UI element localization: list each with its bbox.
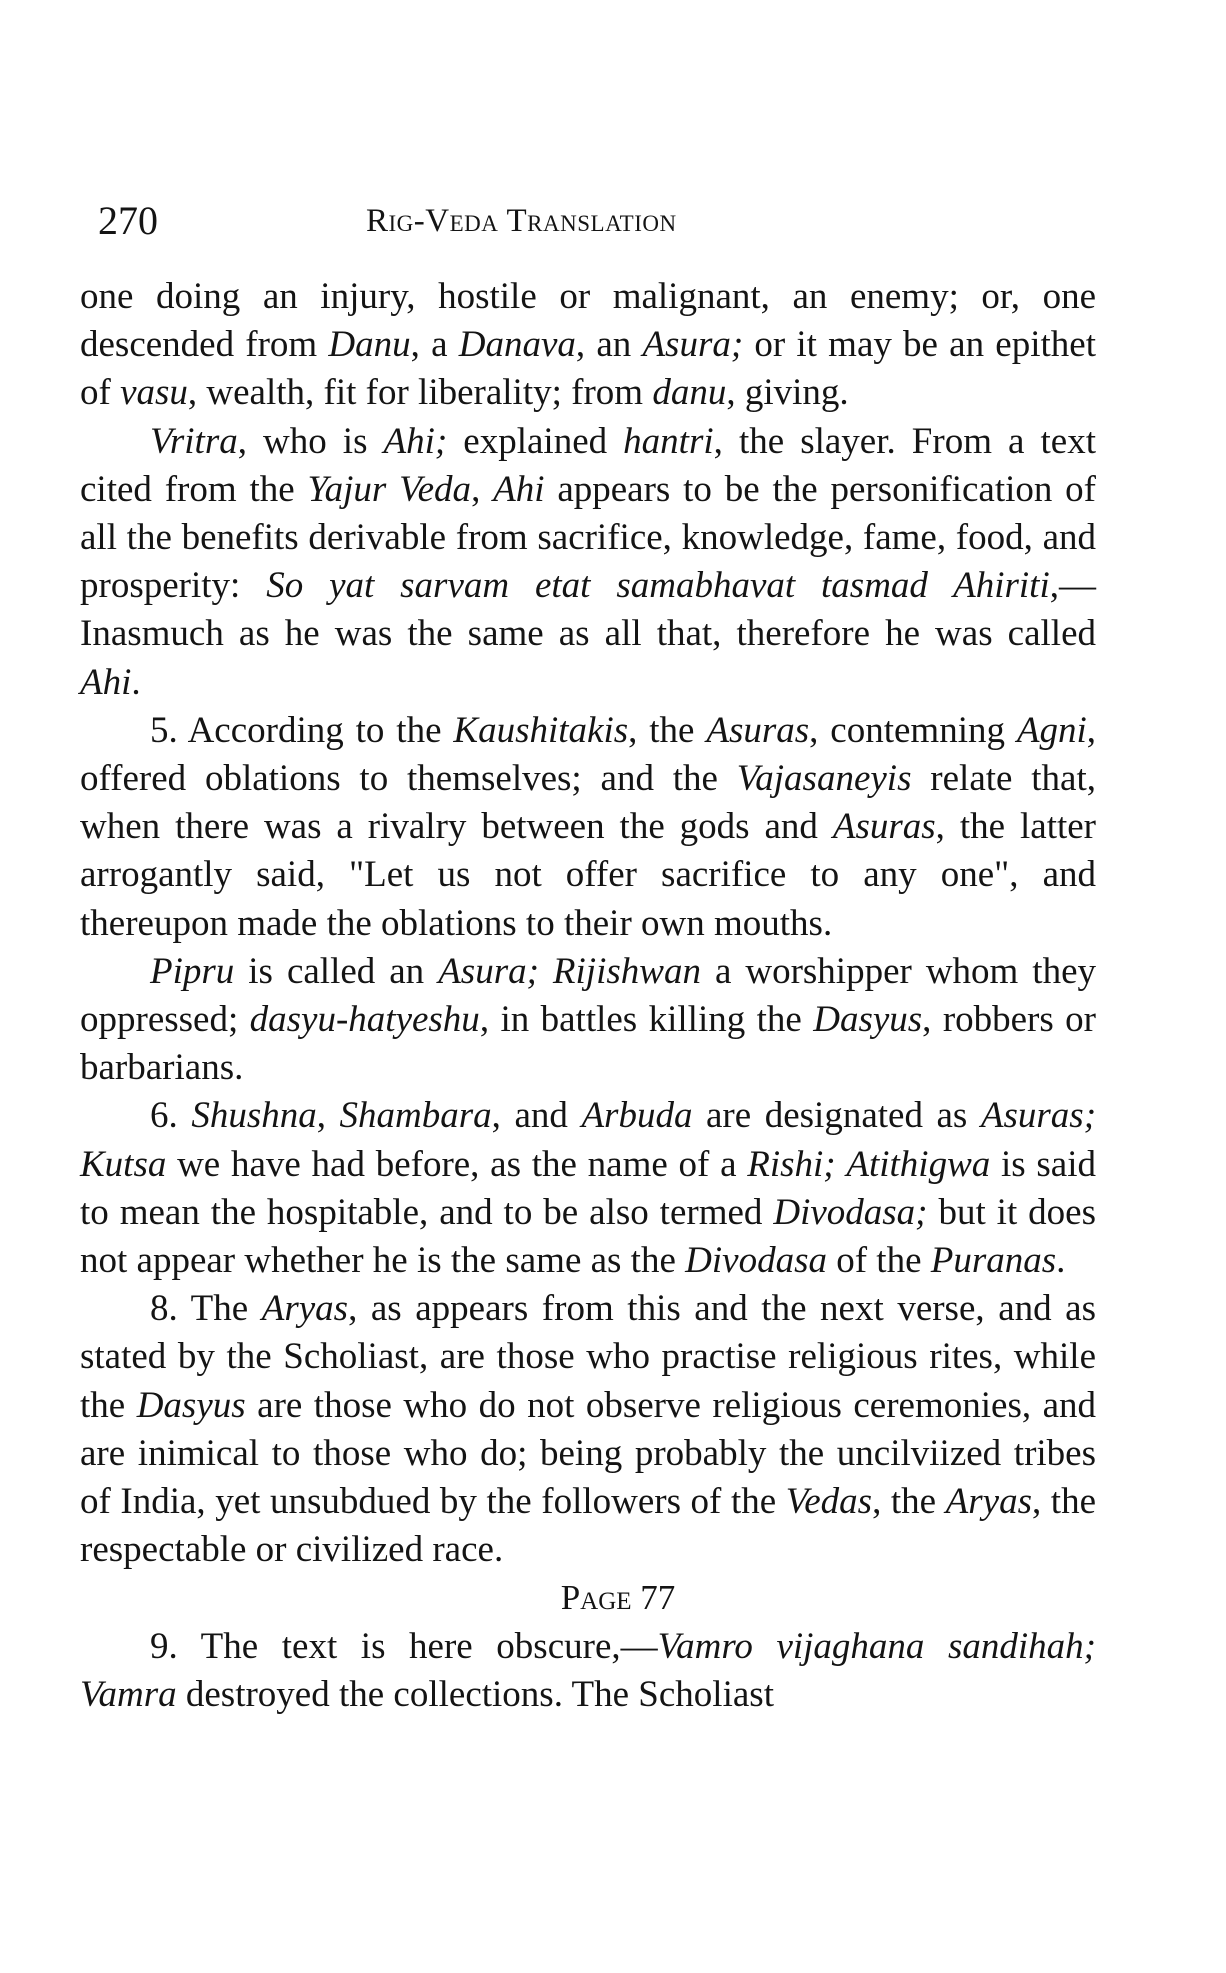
text-segment: , the latter arrogantly said, "Let us not offer sacrifice to any one", and thereupon made the oblations to their own mouths.: [80, 806, 1096, 944]
text-segment: .: [131, 661, 141, 703]
italic-term: Puranas: [930, 1240, 1057, 1282]
italic-term: Asura;: [438, 950, 539, 992]
italic-term: Dasyus: [813, 999, 923, 1041]
text-segment: , the: [872, 1481, 946, 1523]
italic-term: danu: [652, 372, 727, 414]
text-segment: 5. According to the: [150, 709, 454, 751]
text-segment: , as appears from this and the next verse, and as stated by the Scholiast, are those who practise religious rites, while the: [80, 1288, 1096, 1426]
text-segment: we have had before, as the name of a: [166, 1143, 748, 1185]
text-segment: , an: [575, 324, 643, 366]
italic-term: Divodasa: [685, 1240, 827, 1282]
italic-term: Aryas: [945, 1481, 1032, 1523]
text-segment: 8. The: [150, 1288, 262, 1330]
italic-term: Asuras;: [980, 1095, 1097, 1137]
paragraph: [80, 948, 1096, 1093]
body-text: [80, 273, 1096, 1719]
text-segment: explained: [447, 420, 624, 462]
text-segment: , giving.: [726, 372, 849, 414]
paragraph: [80, 1285, 1096, 1574]
italic-term: Danava: [458, 324, 576, 366]
text-segment: , in battles killing the: [479, 999, 814, 1041]
italic-term: Kutsa: [80, 1143, 167, 1185]
italic-term: Rijishwan: [552, 950, 701, 992]
text-segment: , and: [491, 1095, 582, 1137]
text-segment: is called an: [234, 950, 439, 992]
text-segment: [836, 1144, 847, 1185]
text-segment: , wealth, fit for liberality; from: [187, 372, 653, 414]
italic-term: Ahi: [493, 468, 545, 510]
running-title: Rig-Veda Translation: [366, 203, 677, 239]
italic-term: Ahi;: [383, 420, 448, 462]
text-segment: [539, 951, 553, 992]
text-segment: or it may be an epithet of: [80, 324, 1096, 414]
text-segment: ,: [316, 1095, 340, 1137]
text-segment: ,: [471, 468, 494, 510]
italic-term: Vamra: [80, 1673, 177, 1715]
text-segment: , offered oblations to themselves; and the: [80, 709, 1097, 800]
italic-term: Dasyus: [136, 1384, 246, 1426]
italic-term: Asuras: [706, 709, 810, 751]
text-segment: destroyed the collections. The Scholiast: [176, 1673, 774, 1715]
italic-term: Danu: [328, 324, 411, 366]
text-segment: .: [1056, 1240, 1066, 1282]
text-segment: are those who do not observe religious ceremonies, and are inimical to those who do; being probably the uncilviized tribes of India, yet unsubdued by the followers of the: [80, 1384, 1096, 1523]
italic-term: Atithigwa: [846, 1143, 991, 1185]
text-segment: , the slayer. From a text cited from the: [80, 420, 1096, 510]
paragraph: [80, 418, 1096, 707]
text-segment: , the: [628, 709, 707, 751]
italic-term: Arbuda: [581, 1095, 693, 1137]
italic-term: Divodasa;: [773, 1191, 928, 1233]
page-header: [98, 196, 1098, 246]
text-segment: , robbers or barbarians.: [80, 999, 1096, 1089]
italic-term: Asura;: [642, 324, 744, 366]
italic-term: Vedas: [785, 1481, 873, 1523]
paragraph: [80, 1092, 1096, 1285]
page-marker: Page 77: [560, 1578, 676, 1618]
paragraph: [80, 707, 1096, 948]
text-segment: , who is: [237, 420, 384, 462]
text-segment: , contemning: [809, 709, 1017, 751]
italic-term: Vamro vijaghana sandihah;: [657, 1625, 1097, 1667]
italic-term: Vritra: [150, 420, 238, 462]
text-segment: , the respectable or civilized race.: [80, 1481, 1097, 1571]
paragraph: [80, 1623, 1096, 1719]
text-segment: a worshipper whom they oppressed;: [80, 950, 1097, 1041]
italic-term: hantri: [623, 420, 714, 462]
paragraph: [80, 273, 1096, 418]
text-segment: , a: [410, 324, 459, 366]
text-segment: 6.: [150, 1095, 192, 1137]
page-number: 270: [98, 198, 158, 243]
italic-term: Shushna: [191, 1095, 317, 1137]
text-segment: is said to mean the hospitable, and to be also termed: [80, 1143, 1096, 1233]
italic-term: vasu: [120, 372, 188, 414]
italic-term: Pipru: [150, 950, 235, 992]
italic-term: Ahi: [80, 661, 132, 703]
text-segment: are designated as: [692, 1095, 981, 1137]
italic-term: Kaushitakis: [453, 709, 629, 751]
italic-term: Asuras: [832, 806, 936, 848]
text-segment: one doing an injury, hostile or malignant, an enemy; or, one descended from: [80, 276, 1096, 366]
italic-term: So yat sarvam etat samabhavat tasmad Ahiriti: [266, 565, 1050, 607]
text-segment: of the: [826, 1240, 931, 1282]
text-segment: 9. The text is here obscure,—: [150, 1625, 658, 1667]
italic-term: Yajur Veda: [307, 468, 472, 510]
text-segment: ,—Inasmuch as he was the same as all that, therefore he was called: [80, 565, 1096, 655]
italic-term: dasyu-hatyeshu: [249, 999, 480, 1041]
text-segment: but it does not appear whether he is the same as the: [80, 1191, 1096, 1282]
italic-term: Rishi;: [747, 1143, 836, 1185]
italic-term: Aryas: [261, 1288, 349, 1330]
text-segment: relate that, when there was a rivalry between the gods and: [80, 758, 1096, 848]
italic-term: Agni: [1016, 709, 1087, 751]
italic-term: Shambara: [339, 1095, 492, 1137]
text-segment: appears to be the personification of all the benefits derivable from sacrifice, knowledge, fame, food, and prosperity:: [80, 468, 1097, 607]
italic-term: Vajasaneyis: [736, 758, 912, 800]
